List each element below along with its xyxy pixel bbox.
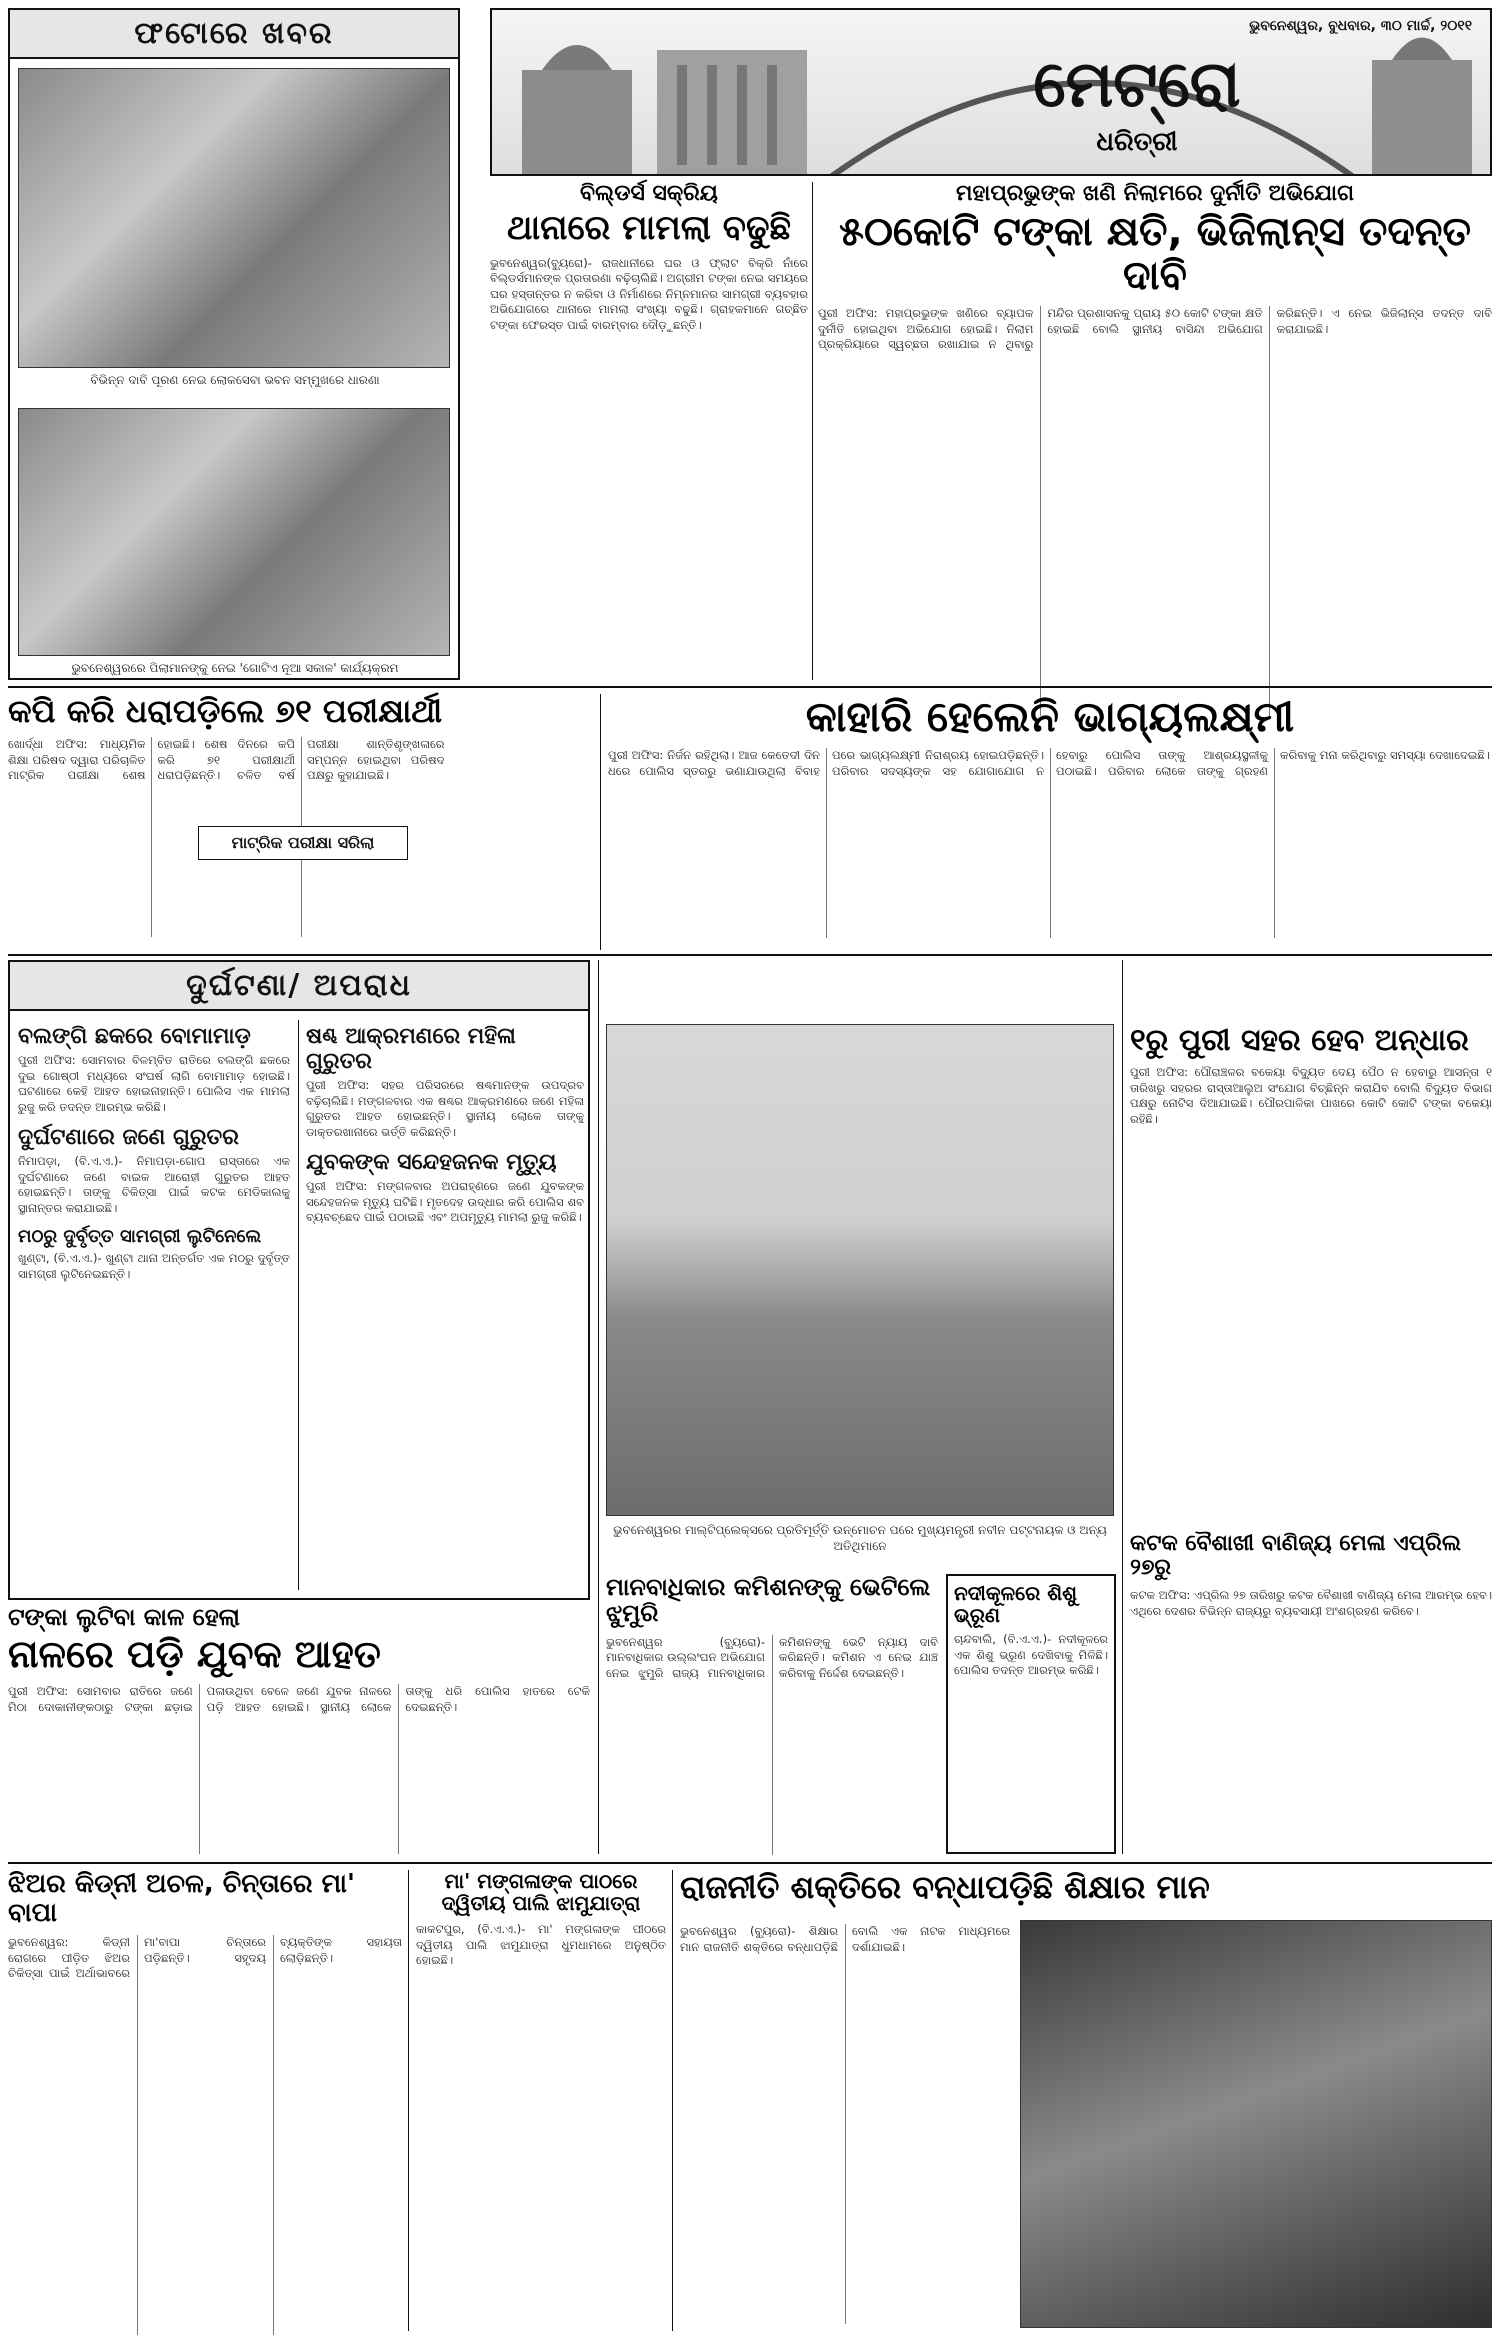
- story-body: ପୁରୀ ଅଫିସ: ନିର୍ଜନ ରହିଥିଲା। ଆଜ କେତେଦୀ ଦିନ ଧରେ ପୋଲିସ ସ୍ତରରୁ ଭଣାଯାଉଥିଲା ବିବାହ ପରେ ଭାଗ୍ୟଲକ୍ଷ୍ମୀ ନିରାଶ୍ରୟ ହୋଇପଡ଼ିଛନ୍ତି। ପରିବାର ସଦସ୍ୟଙ୍କ ସହ ଯୋଗାଯୋଗ ନ ହେବାରୁ ପୋଲିସ ତାଙ୍କୁ ଆଶ୍ରୟସ୍ଥଳୀକୁ ପଠାଇଛି। ପରିବାର ଲୋକେ ତାଙ୍କୁ ଗ୍ରହଣ କରିବାକୁ ମନା କରିଥିବାରୁ ସମସ୍ୟା ଦେଖାଦେଇଛି।: [608, 748, 1490, 778]
- story-politics: [680, 1870, 1492, 2331]
- crime-body: ଖୁଣ୍ଟା, (ବି.ଏ.ଏ.)- ଖୁଣ୍ଟା ଥାନା ଅନ୍ତର୍ଗତ ଏକ ମଠରୁ ଦୁର୍ବୃତ୍ତ ସାମଗ୍ରୀ ଲୁଟିନେଇଛନ୍ତି।: [18, 1251, 290, 1281]
- photo-caption: ଭୁବନେଶ୍ୱରର ମାଲ୍‌ଟିପ୍ଲେକ୍ସରେ ପ୍ରତିମୂର୍ତ୍ତି ଉନ୍ମୋଚନ ପରେ ମୁଖ୍ୟମନ୍ତ୍ରୀ ନବୀନ ପଟ୍ଟନାୟକ ଓ ଅନ୍ୟ ଅତିଥିମାନେ: [613, 1523, 1107, 1553]
- story-humanrights: [606, 1574, 938, 1854]
- drama-photo: [1020, 1920, 1492, 2328]
- story-headline: ମାନବାଧିକାର କମିଶନଙ୍କୁ ଭେଟିଲେ ଝୁମୁରି: [606, 1573, 931, 1628]
- story-mangala: [416, 1870, 666, 2331]
- section-header: ଦୁର୍ଘଟଣା/ ଅପରାଧ: [10, 962, 588, 1011]
- masthead-title: ମେଟ୍ରୋ: [1033, 48, 1241, 122]
- story-bhagyalaxmi: [608, 694, 1492, 950]
- story-baby: [946, 1574, 1116, 1854]
- story-headline: କାହାରି ହେଲେନି ଭାଗ୍ୟଲକ୍ଷ୍ମୀ: [805, 692, 1295, 741]
- story-headline: ମା' ମଙ୍ଗଳାଙ୍କ ପାଠରେ ଦ୍ୱିତୀୟ ପାଲି ଝାମୁଯାତ୍ରା: [441, 1869, 641, 1915]
- column-rule: [1122, 960, 1123, 1854]
- story-body: ପୁରୀ ଅଫିସ: ପୌରାଞ୍ଚଳର ବକେୟା ବିଦ୍ୟୁତ ଦେୟ ପୈଠ ନ ହେବାରୁ ଆସନ୍ତା ୧ ତାରିଖରୁ ସହରର ରାସ୍ତାଆଲୁଅ ସଂଯୋଗ ବିଚ୍ଛିନ୍ନ କରାଯିବ ବୋଲି ବିଦ୍ୟୁତ ବିଭାଗ ପକ୍ଷରୁ ନୋଟିସ ଦିଆଯାଇଛି। ପୌରପାଳିକା ପାଖରେ କୋଟି କୋଟି ଟଙ୍କା ବକେୟା ରହିଛି।: [1130, 1065, 1492, 1126]
- story-headline: ନଦୀକୂଳରେ ଶିଶୁ ଭ୍ରୂଣ: [954, 1581, 1078, 1627]
- story-exam: [8, 694, 594, 950]
- story-body: ପୁରୀ ଅଫିସ: ସୋମବାର ରାତିରେ ଜଣେ ମିଠା ଦୋକାନୀଙ୍କଠାରୁ ଟଙ୍କା ଛଡ଼ାଇ ପଳାଉଥିବା ବେଳେ ଜଣେ ଯୁବକ ନାଳରେ ପଡ଼ି ଆହତ ହୋଇଛି। ସ୍ଥାନୀୟ ଲୋକେ ତାଙ୍କୁ ଧରି ପୋଲିସ ହାତରେ ଟେକି ଦେଇଛନ୍ତି।: [8, 1684, 590, 1714]
- story-kicker: ଟଙ୍କା ଲୁଟିବା କାଳ ହେଲା: [8, 1603, 240, 1631]
- column-rule: [298, 1020, 299, 1590]
- crime-body: ପୁରୀ ଅଫିସ: ସହର ପରିସରରେ ଷଣ୍ଢମାନଙ୍କ ଉପଦ୍ରବ ବଢ଼ିଚାଲିଛି। ମଙ୍ଗଳବାର ଏକ ଷଣ୍ଢର ଆକ୍ରମଣରେ ଜଣେ ମହିଳା ଗୁରୁତର ଆହତ ହୋଇଛନ୍ତି। ସ୍ଥାନୀୟ ଲୋକେ ତାଙ୍କୁ ଡାକ୍ତରଖାନାରେ ଭର୍ତ୍ତି କରିଛନ୍ତି।: [306, 1078, 584, 1139]
- story-vigilance: [818, 182, 1492, 682]
- story-kicker: ମହାପ୍ରଭୁଙ୍କ ଖଣି ନିଲାମରେ ଦୁର୍ନୀତି ଅଭିଯୋଗ: [956, 181, 1354, 206]
- crime-headline: ଷଣ୍ଢ ଆକ୍ରମଣରେ ମହିଳା ଗୁରୁତର: [306, 1024, 516, 1074]
- story-headline: ରାଜନୀତି ଶକ୍ତିରେ ବନ୍ଧାପଡ଼ିଛି ଶିକ୍ଷାର ମାନ: [680, 1868, 1210, 1906]
- column-rule: [600, 694, 601, 950]
- story-headline: କଟକ ବୈଶାଖୀ ବାଣିଜ୍ୟ ମେଳା ଏପ୍ରିଲ ୨୭ରୁ: [1130, 1531, 1461, 1581]
- story-builders: [490, 182, 808, 682]
- statue-photo: [606, 1024, 1114, 1516]
- center-photo-block: [606, 1024, 1114, 1566]
- story-dark: [1130, 1024, 1492, 1524]
- horizontal-rule: [8, 1862, 1492, 1864]
- column-rule: [598, 960, 599, 1854]
- crime-right-col: [306, 1020, 584, 1594]
- story-headline: ୫୦କୋଟି ଟଙ୍କା କ୍ଷତି, ଭିଜିଲାନ୍ସ ତଦନ୍ତ ଦାବି: [838, 209, 1472, 300]
- section-header: ଫଟୋରେ ଖବର: [10, 10, 458, 59]
- horizontal-rule: [8, 686, 1492, 688]
- story-headline: ଝିଅର କିଡ୍‌ନୀ ଅଚଳ, ଚିନ୍ତାରେ ମା' ବାପା: [8, 1869, 355, 1928]
- dateline: ଭୁବନେଶ୍ୱର, ବୁଧବାର, ୩୦ ମାର୍ଚ୍ଚ, ୨୦୧୧: [1249, 18, 1472, 34]
- crime-left-col: [18, 1020, 290, 1594]
- crime-section: [8, 960, 590, 1600]
- crime-headline: ଦୁର୍ଘଟଣାରେ ଜଣେ ଗୁରୁତର: [18, 1125, 239, 1150]
- column-rule: [812, 182, 813, 680]
- children-photo: [18, 408, 450, 656]
- protest-photo: [18, 68, 450, 368]
- story-body: ଭୁବନେଶ୍ୱର (ବ୍ୟୁରୋ)- ଶିକ୍ଷାର ମାନ ରାଜନୀତି ଶକ୍ତିରେ ବନ୍ଧାପଡ଼ିଛି ବୋଲି ଏକ ନାଟକ ମାଧ୍ୟମରେ ଦର୍ଶାଯାଇଛି।: [680, 1924, 1010, 1954]
- story-headline: ୧ରୁ ପୁରୀ ସହର ହେବ ଅନ୍ଧାର: [1130, 1023, 1469, 1058]
- crime-headline: ଯୁବକଙ୍କ ସନ୍ଦେହଜନକ ମୃତ୍ୟୁ: [306, 1150, 557, 1175]
- story-body: ଭୁବନେଶ୍ୱର (ବ୍ୟୁରୋ)- ମାନବାଧିକାର ଉଲ୍ଲଂଘନ ଅଭିଯୋଗ ନେଇ ଝୁମୁରି ରାଜ୍ୟ ମାନବାଧିକାର କମିଶନଙ୍କୁ ଭେଟି ନ୍ୟାୟ ଦାବି କରିଛନ୍ତି। କମିଶନ ଏ ନେଇ ଯାଞ୍ଚ କରିବାକୁ ନିର୍ଦ୍ଦେଶ ଦେଇଛନ୍ତି।: [606, 1634, 938, 1680]
- story-body: ଭୁବନେଶ୍ୱର: କିଡ୍‌ନୀ ରୋଗରେ ପୀଡ଼ିତ ଝିଅର ଚିକିତ୍ସା ପାଇଁ ଅର୍ଥାଭାବରେ ମା'ବାପା ଚିନ୍ତାରେ ପଡ଼ିଛନ୍ତି। ସହୃଦୟ ବ୍ୟକ୍ତିଙ୍କ ସହାୟତା ଲୋଡ଼ିଛନ୍ତି।: [8, 1935, 402, 1981]
- story-kicker: ବିଲ୍‌ଡର୍ସ ସକ୍ରିୟ: [580, 181, 718, 206]
- crime-body: ନିମାପଡ଼ା, (ବି.ଏ.ଏ.)- ନିମାପଡ଼ା-ଗୋପ ରାସ୍ତାରେ ଏକ ଦୁର୍ଘଟଣାରେ ଜଣେ ବାଇକ ଆରୋହୀ ଗୁରୁତର ଆହତ ହୋଇଛନ୍ତି। ତାଙ୍କୁ ଚିକିତ୍ସା ପାଇଁ କଟକ ମେଡିକାଲକୁ ସ୍ଥାନାନ୍ତର କରାଯାଇଛି।: [18, 1154, 290, 1215]
- story-headline: କପି କରି ଧରାପଡ଼ିଲେ ୭୧ ପରୀକ୍ଷାର୍ଥୀ: [8, 692, 443, 730]
- story-fair: [1130, 1532, 1492, 1854]
- column-rule: [408, 1870, 409, 2331]
- crime-body: ପୁରୀ ଅଫିସ: ସୋମବାର ବିଳମ୍ବିତ ରାତିରେ ବଲଙ୍ଗି ଛକରେ ଦୁଇ ଗୋଷ୍ଠୀ ମଧ୍ୟରେ ସଂଘର୍ଷ ଲାଗି ବୋମାମାଡ଼ ହୋଇଛି। ଘଟଣାରେ କେହି ଆହତ ହୋଇନାହାନ୍ତି। ପୋଲିସ ଏକ ମାମଲା ରୁଜୁ କରି ତଦନ୍ତ ଆରମ୍ଭ କରିଛି।: [18, 1053, 290, 1114]
- inset-box: ମାଟ୍ରିକ ପରୀକ୍ଷା ସରିଲା: [198, 826, 408, 860]
- photo-caption: ବିଭିନ୍ନ ଦାବି ପୂରଣ ନେଇ ଲୋକସେବା ଭବନ ସମ୍ମୁଖରେ ଧାରଣା: [90, 373, 380, 387]
- story-body: ଖୋର୍ଦ୍ଧା ଅଫିସ: ମାଧ୍ୟମିକ ଶିକ୍ଷା ପରିଷଦ ଦ୍ୱାରା ପରିଚାଳିତ ମାଟ୍ରିକ ପରୀକ୍ଷା ଶେଷ ହୋଇଛି। ଶେଷ ଦିନରେ କପି କରି ୭୧ ପରୀକ୍ଷାର୍ଥୀ ଧରାପଡ଼ିଛନ୍ତି। ଚଳିତ ବର୍ଷ ପରୀକ୍ଷା ଶାନ୍ତିଶୃଙ୍ଖଳାରେ ସମ୍ପନ୍ନ ହୋଇଥିବା ପରିଷଦ ପକ୍ଷରୁ କୁହାଯାଇଛି।: [8, 737, 445, 783]
- story-youth: [8, 1604, 590, 1854]
- story-body: କାକଟପୁର, (ବି.ଏ.ଏ.)- ମା' ମଙ୍ଗଳାଙ୍କ ପୀଠରେ ଦ୍ୱିତୀୟ ପାଲି ଝାମୁଯାତ୍ରା ଧୁମଧାମରେ ଅନୁଷ୍ଠିତ ହୋଇଛି।: [416, 1922, 666, 1967]
- masthead: [490, 8, 1492, 176]
- photo-news-section: [8, 8, 460, 680]
- story-body: କଟକ ଅଫିସ: ଏପ୍ରିଲ ୨୭ ତାରିଖରୁ କଟକ ବୈଶାଖୀ ବାଣିଜ୍ୟ ମେଳା ଆରମ୍ଭ ହେବ। ଏଥିରେ ଦେଶର ବିଭିନ୍ନ ରାଜ୍ୟରୁ ବ୍ୟବସାୟୀ ଅଂଶଗ୍ରହଣ କରିବେ।: [1130, 1588, 1492, 1618]
- column-rule: [672, 1870, 673, 2331]
- horizontal-rule: [8, 954, 1492, 956]
- story-kidney: [8, 1870, 402, 2331]
- photo-caption: ଭୁବନେଶ୍ୱରରେ ପିଲାମାନଙ୍କୁ ନେଇ 'ଗୋଟିଏ ନୂଆ ସକାଳ' କାର୍ଯ୍ୟକ୍ରମ: [71, 661, 399, 675]
- story-headline: ନାଳରେ ପଡ଼ି ଯୁବକ ଆହତ: [8, 1632, 381, 1677]
- crime-body: ପୁରୀ ଅଫିସ: ମଙ୍ଗଳବାର ଅପରାହ୍ଣରେ ଜଣେ ଯୁବକଙ୍କ ସନ୍ଦେହଜନକ ମୃତ୍ୟୁ ଘଟିଛି। ମୃତଦେହ ଉଦ୍ଧାର କରି ପୋଲିସ ଶବ ବ୍ୟବଚ୍ଛେଦ ପାଇଁ ପଠାଇଛି ଏବଂ ଅପମୃତ୍ୟୁ ମାମଲା ରୁଜୁ କରିଛି।: [306, 1179, 584, 1224]
- crime-headline: ମଠରୁ ଦୁର୍ବୃତ୍ତ ସାମଗ୍ରୀ ଲୁଟିନେଲେ: [18, 1226, 262, 1247]
- story-body: ଭୁବନେଶ୍ୱର(ବ୍ୟୁରୋ)- ରାଜଧାନୀରେ ଘର ଓ ଫ୍ଲାଟ ବିକ୍ରି ନାଁରେ ବିଲ୍‌ଡର୍ସମାନଙ୍କ ପ୍ରତାରଣା ବଢ଼ିଚାଲିଛି। ଅଗ୍ରୀମ ଟଙ୍କା ନେଇ ସମୟରେ ଘର ହସ୍ତାନ୍ତର ନ କରିବା ଓ ନିର୍ମାଣରେ ନିମ୍ନମାନର ସାମଗ୍ରୀ ବ୍ୟବହାର ଅଭିଯୋଗରେ ଥାନାରେ ମାମଲା ସଂଖ୍ୟା ବଢୁଛି। ଗ୍ରାହକମାନେ ଗଚ୍ଛିତ ଟଙ୍କା ଫେରସ୍ତ ପାଇଁ ବାରମ୍ବାର ଦୌଡ଼ୁଛନ୍ତି।: [490, 255, 808, 332]
- story-headline: ଥାନାରେ ମାମଲା ବଢୁଛି: [506, 208, 792, 249]
- masthead-subtitle: ଧରିତ୍ରୀ: [1096, 127, 1178, 157]
- story-body: ଚାନ୍ଦବାଲି, (ବି.ଏ.ଏ.)- ନଦୀକୂଳରେ ଏକ ଶିଶୁ ଭ୍ରୂଣ ଦେଖିବାକୁ ମିଳିଛି। ପୋଲିସ ତଦନ୍ତ ଆରମ୍ଭ କରିଛି।: [954, 1632, 1108, 1677]
- crime-headline: ବଲଙ୍ଗି ଛକରେ ବୋମାମାଡ଼: [18, 1024, 251, 1049]
- story-body: ପୁରୀ ଅଫିସ: ମହାପ୍ରଭୁଙ୍କ ଖଣିରେ ବ୍ୟାପକ ଦୁର୍ନୀତି ହୋଇଥିବା ଅଭିଯୋଗ ହୋଇଛି। ନିଲାମ ପ୍ରକ୍ରିୟାରେ ସ୍ୱଚ୍ଛତା ରଖାଯାଇ ନ ଥିବାରୁ ମନ୍ଦିର ପ୍ରଶାସନକୁ ପ୍ରାୟ ୫୦ କୋଟି ଟଙ୍କା କ୍ଷତି ହୋଇଛି ବୋଲି ସ୍ଥାନୀୟ ବାସିନ୍ଦା ଅଭିଯୋଗ କରିଛନ୍ତି। ଏ ନେଇ ଭିଜିଲାନ୍ସ ତଦନ୍ତ ଦାବି କରାଯାଇଛି।: [818, 306, 1492, 352]
